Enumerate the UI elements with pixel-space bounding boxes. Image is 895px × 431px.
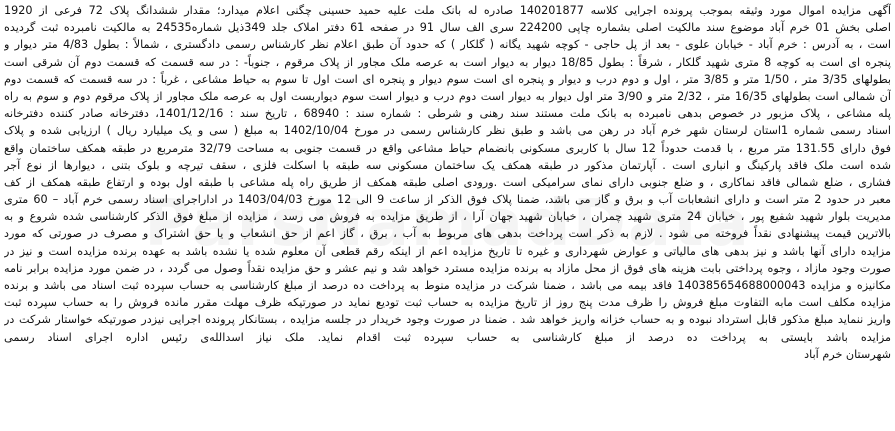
notice-line-19: واریز ننماید مبلغ مذکور قابل استرداد نبوده و به حساب خزانه واریز خواهد شد . ضمنا در صورت وجود خریدار در جلسه مزایده ، بستانکار پرونده اجرایی نیزدر صورتیکه خواستار شرکت در: [4, 313, 891, 327]
notice-line-11: فشاری ، ضلع شمالی فاقد نماکاری ، و ضلع جنوبی دارای نمای سرامیکی است .ورودی اصلی طبقه همکف از طریق راه پله مشاعی با طبقه اول بوده و ارتفاع طبقه همکف از کف: [4, 175, 891, 189]
auction-notice-document: [4, 2, 891, 429]
notice-line-18: مزایده مکلف است مابه التفاوت مبلغ فروش را ظرف مدت پنج روز از تاریخ مزایده به حساب ثبت تودیع نماید در صورتیکه ظرف مهلت مقرر مانده فروش را به حساب سپرده ثبت: [4, 296, 891, 310]
notice-line-10: شده است ملک فاقد پارکینگ و انباری است . آپارتمان مذکور در طبقه همکف یک ساختمان مسکونی سه طبقه با اسکلت فلزی ، سقف تیرچه و بلوک بتنی ، دیوارها از نوع آجر: [4, 158, 891, 172]
notice-line-6: آن شمالی است بطولهای 16/35 متر ، 2/32 متر و 3/90 متر اول دیوار به دیوار است دوم درب و دیوار است سوم دیواربست اول به عرصه ملک مجاور از پلاک مرقوم دوم و سوم به راه: [4, 89, 891, 103]
notice-line-7: پله مشاعی ، پلاک مزبور در خصوص بدهی نامبرده به بانک ملت مستند سند رهنی و شرطی : شماره سند : 68940 ، تاریخ سند : 1401/12/16، دفترخانه صادر کننده دفترخانه: [4, 107, 891, 121]
notice-line-2: اصلی بخش 01 خرم آباد موضوع سند مالکیت اصلی بشماره چاپی 224200 سری الف سال 91 در صفحه 61 دفتر املاک جلد 349ذیل شماره24535 به مالکیت نامبرده ثبت گردیده: [4, 21, 891, 35]
notice-line-3: است ، به آدرس : خرم آباد - خیابان علوی - بعد از پل حاجی - کوچه شهید یگانه ( گلکار ) که حدود آن طبق اعلام نظر کارشناس رسمی دادگستری ، شمالاً : بطول 4/83 متر دیوار و: [4, 38, 891, 52]
notice-line-16: صورت وجود مازاد ، وجوه پرداختی بابت هزینه های فوق از محل مازاد به برنده مزایده مسترد خواهد شد و نیم عشر و حق مزایده نقداً وصول می گردد ، در ضمن مورد مزایده برابر نامه: [4, 261, 891, 275]
notice-line-17: مکانیزه و مزایده 140385654688000043 فاقد بیمه می باشد ، ضمنا شرکت در مزایده منوط به پرداخت ده درصد از مبلغ کارشناسی به حساب سپرده ثبت اسناد می باشد و برنده: [4, 279, 891, 292]
notice-line-8: اسناد رسمی شماره 1استان لرستان شهر خرم آباد در رهن می باشد و طبق نظر کارشناس رسمی در مورخ 1402/10/04 به مبلغ ( سی و یک میلیارد ریال ) ارزیابی شده و پلاک: [4, 124, 891, 138]
notice-line-5: بطولهای 3/35 متر ، 1/50 متر و 3/85 متر ، اول و دوم درب و دیوار و پنجره ای است سوم دیوار و پنجره ای است اول تا سوم به حیاط مشاعی ، غرباً : در سه قسمت که قسمت دوم: [4, 72, 891, 86]
notice-line-14: بالاترین قیمت پیشنهادی نقداً فروخته می شود . لازم به ذکر است پرداخت بدهی های مربوط به آب ، برق ، گاز اعم از حق انشعاب و یا حق اشتراک و مصرف در صورتی که مورد: [4, 227, 891, 241]
notice-line-15: مزایده دارای آنها باشد و نیز بدهی های مالیاتی و عوارض شهرداری و غیره تا تاریخ مزایده اعم از اینکه رقم قطعی آن معلوم شده یا نشده باشد به عهده برنده مزایده است و نیز در: [4, 244, 891, 258]
notice-line-9: فوق دارای 131.55 متر مربع ، با قدمت حدوداً 12 سال با کاربری مسکونی بانضمام حیاط مشاعی واقع در قسمت جنوبی به مساحت 32/79 مترمربع در طبقه همکف ساختمان واقع: [4, 141, 891, 155]
notice-line-1: آگهی مزایده اموال مورد وثیقه بموجب پرونده اجرایی کلاسه 140201877 صادره له بانک ملت علیه حمید حسینی چگنی اعلام میدارد؛ مقدار ششدانگ پلاک 72 فرعی از 1920: [4, 4, 891, 17]
notice-line-20: مزایده باشد بایستی به پرداخت ده درصد از مبلغ کارشناسی به حساب سپرده ثبت اقدام نماید. ملک نیاز اسدالله‌ی رئیس اداره اجرای اسناد رسمی: [4, 330, 891, 344]
notice-line-4: پنجره ای است به کوچه 8 متری شهید گلکار ، شرقاً : بطول 18/85 دیوار به دیوار است به عرصه ملک مجاور از پلاک مرقوم ، جنوباً- : در سه قسمت که قسمت دوم آن شرقی است: [4, 55, 891, 69]
notice-line-12: معبر در حدود 2 متر است و دارای انشعابات آب و برق و گاز می باشد، ضمنا پلاک فوق الذکر از ساعت 9 الی 12 مورخ 1403/04/03 در اداراجرای اسناد رسمی خرم آباد – 60 متری: [4, 193, 891, 207]
notice-line-13: مدیریت بلوار شهید شفیع پور ، خیابان 24 متری شهید چمران ، خیابان شهید جهان آرا ، از طریق مزایده به فروش می رسد ، مزایده از مبلغ فوق الذکر کارشناسی شده شروع و به: [4, 210, 891, 224]
notice-line-21: شهرستان خرم آباد: [804, 347, 891, 361]
